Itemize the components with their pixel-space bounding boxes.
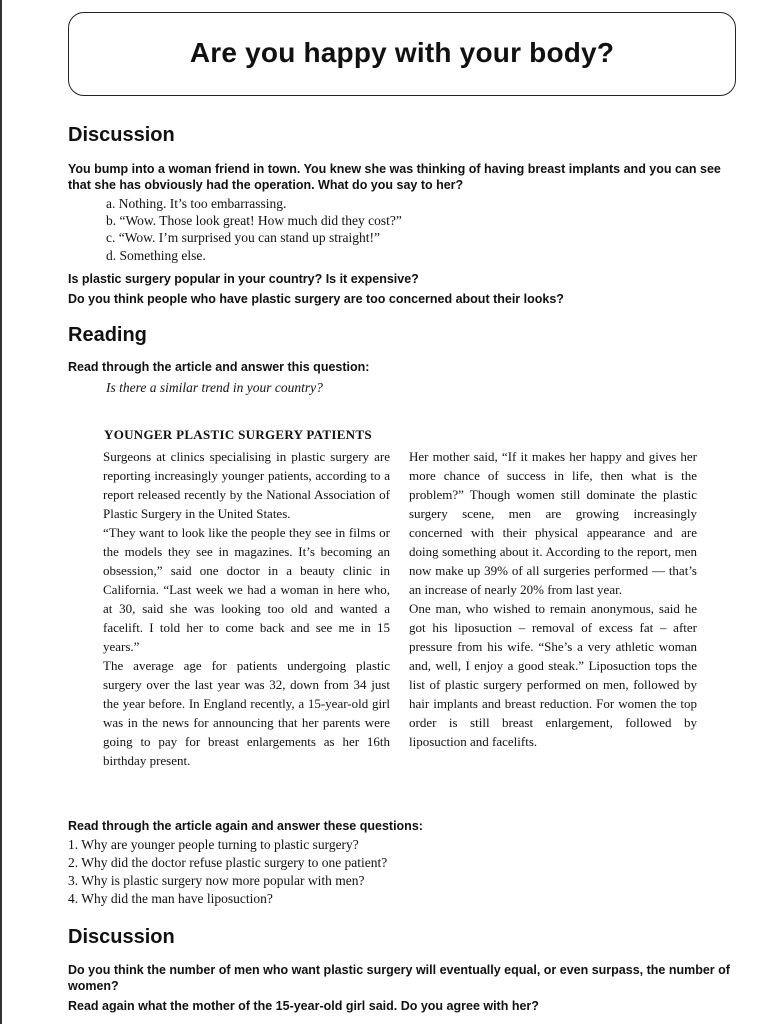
article-paragraph: Surgeons at clinics specialising in plastic surgery are reporting increasingly younger patients, according to a report released recently by the National Association of Plastic Surgery in the United States. [103, 449, 390, 521]
article-paragraph: “They want to look like the people they see in films or the models they see in magazines. It’s becoming an obsession,” said one doctor in a beauty clinic in California. “Last week we had a woman in here who, at 30, said she was looking too old and wanted a facelift. I told her to come back and see me in 15 years.” [103, 525, 390, 654]
reading-instruction: Read through the article and answer this question: [68, 360, 370, 374]
reading-question: Is there a similar trend in your country? [106, 380, 323, 395]
option-a: a. Nothing. It’s too embarrassing. [106, 196, 287, 211]
article-column-left [103, 447, 390, 770]
comprehension-question: 1. Why are younger people turning to plastic surgery? [68, 837, 359, 852]
discussion-question-2: Is plastic surgery popular in your country? Is it expensive? [68, 272, 419, 286]
comprehension-question: 3. Why is plastic surgery now more popular with men? [68, 873, 365, 888]
discussion-question-1: You bump into a woman friend in town. You knew she was thinking of having breast implants and you can see that she has obviously had the operation. What do you say to her? [68, 162, 721, 192]
comprehension-question: 2. Why did the doctor refuse plastic surgery to one patient? [68, 855, 388, 870]
discussion-heading-1: Discussion [68, 124, 175, 146]
discussion2-question-1: Do you think the number of men who want plastic surgery will eventually equal, or even surpass, the number of women? [68, 963, 730, 993]
option-d: d. Something else. [106, 248, 206, 263]
article-column-right [409, 447, 697, 751]
discussion-question-3: Do you think people who have plastic surgery are too concerned about their looks? [68, 292, 564, 306]
title-box [68, 12, 736, 96]
discussion2-question-2: Read again what the mother of the 15-year-old girl said. Do you agree with her? [68, 999, 539, 1013]
option-c: c. “Wow. I’m surprised you can stand up straight!” [106, 230, 380, 245]
article-paragraph: The average age for patients undergoing plastic surgery over the last year was 32, down from 34 just the year before. In England recently, a 15-year-old girl was in the news for announcing that her parents were going to pay for breast enlargements as her 16th birthday present. [103, 658, 390, 768]
option-b: b. “Wow. Those look great! How much did they cost?” [106, 213, 402, 228]
comprehension-question: 4. Why did the man have liposuction? [68, 891, 273, 906]
article-title: YOUNGER PLASTIC SURGERY PATIENTS [104, 427, 372, 442]
page-edge [0, 0, 2, 1024]
article-paragraph: Her mother said, “If it makes her happy and gives her more chance of success in life, then what is the problem?” Though women still dominate the plastic surgery scene, men are growing increasingly concerned with their physical appearance and are doing something about it. According to the report, men now make up 39% of all surgeries performed — that’s an increase of nearly 20% from last year. [409, 449, 697, 597]
comprehension-instruction: Read through the article again and answer these questions: [68, 819, 423, 833]
article-paragraph: One man, who wished to remain anonymous, said he got his liposuction – removal of excess fat – after pressure from his wife. “She’s a very athletic woman and, well, I enjoy a good steak.” Liposuction tops the list of plastic surgery performed on men, followed by hair implants and breast reduction. For women the top order is still breast enlargement, followed by liposuction and facelifts. [409, 601, 697, 749]
page-title: Are you happy with your body? [189, 37, 615, 68]
discussion-heading-2: Discussion [68, 926, 175, 948]
reading-heading: Reading [68, 324, 147, 346]
